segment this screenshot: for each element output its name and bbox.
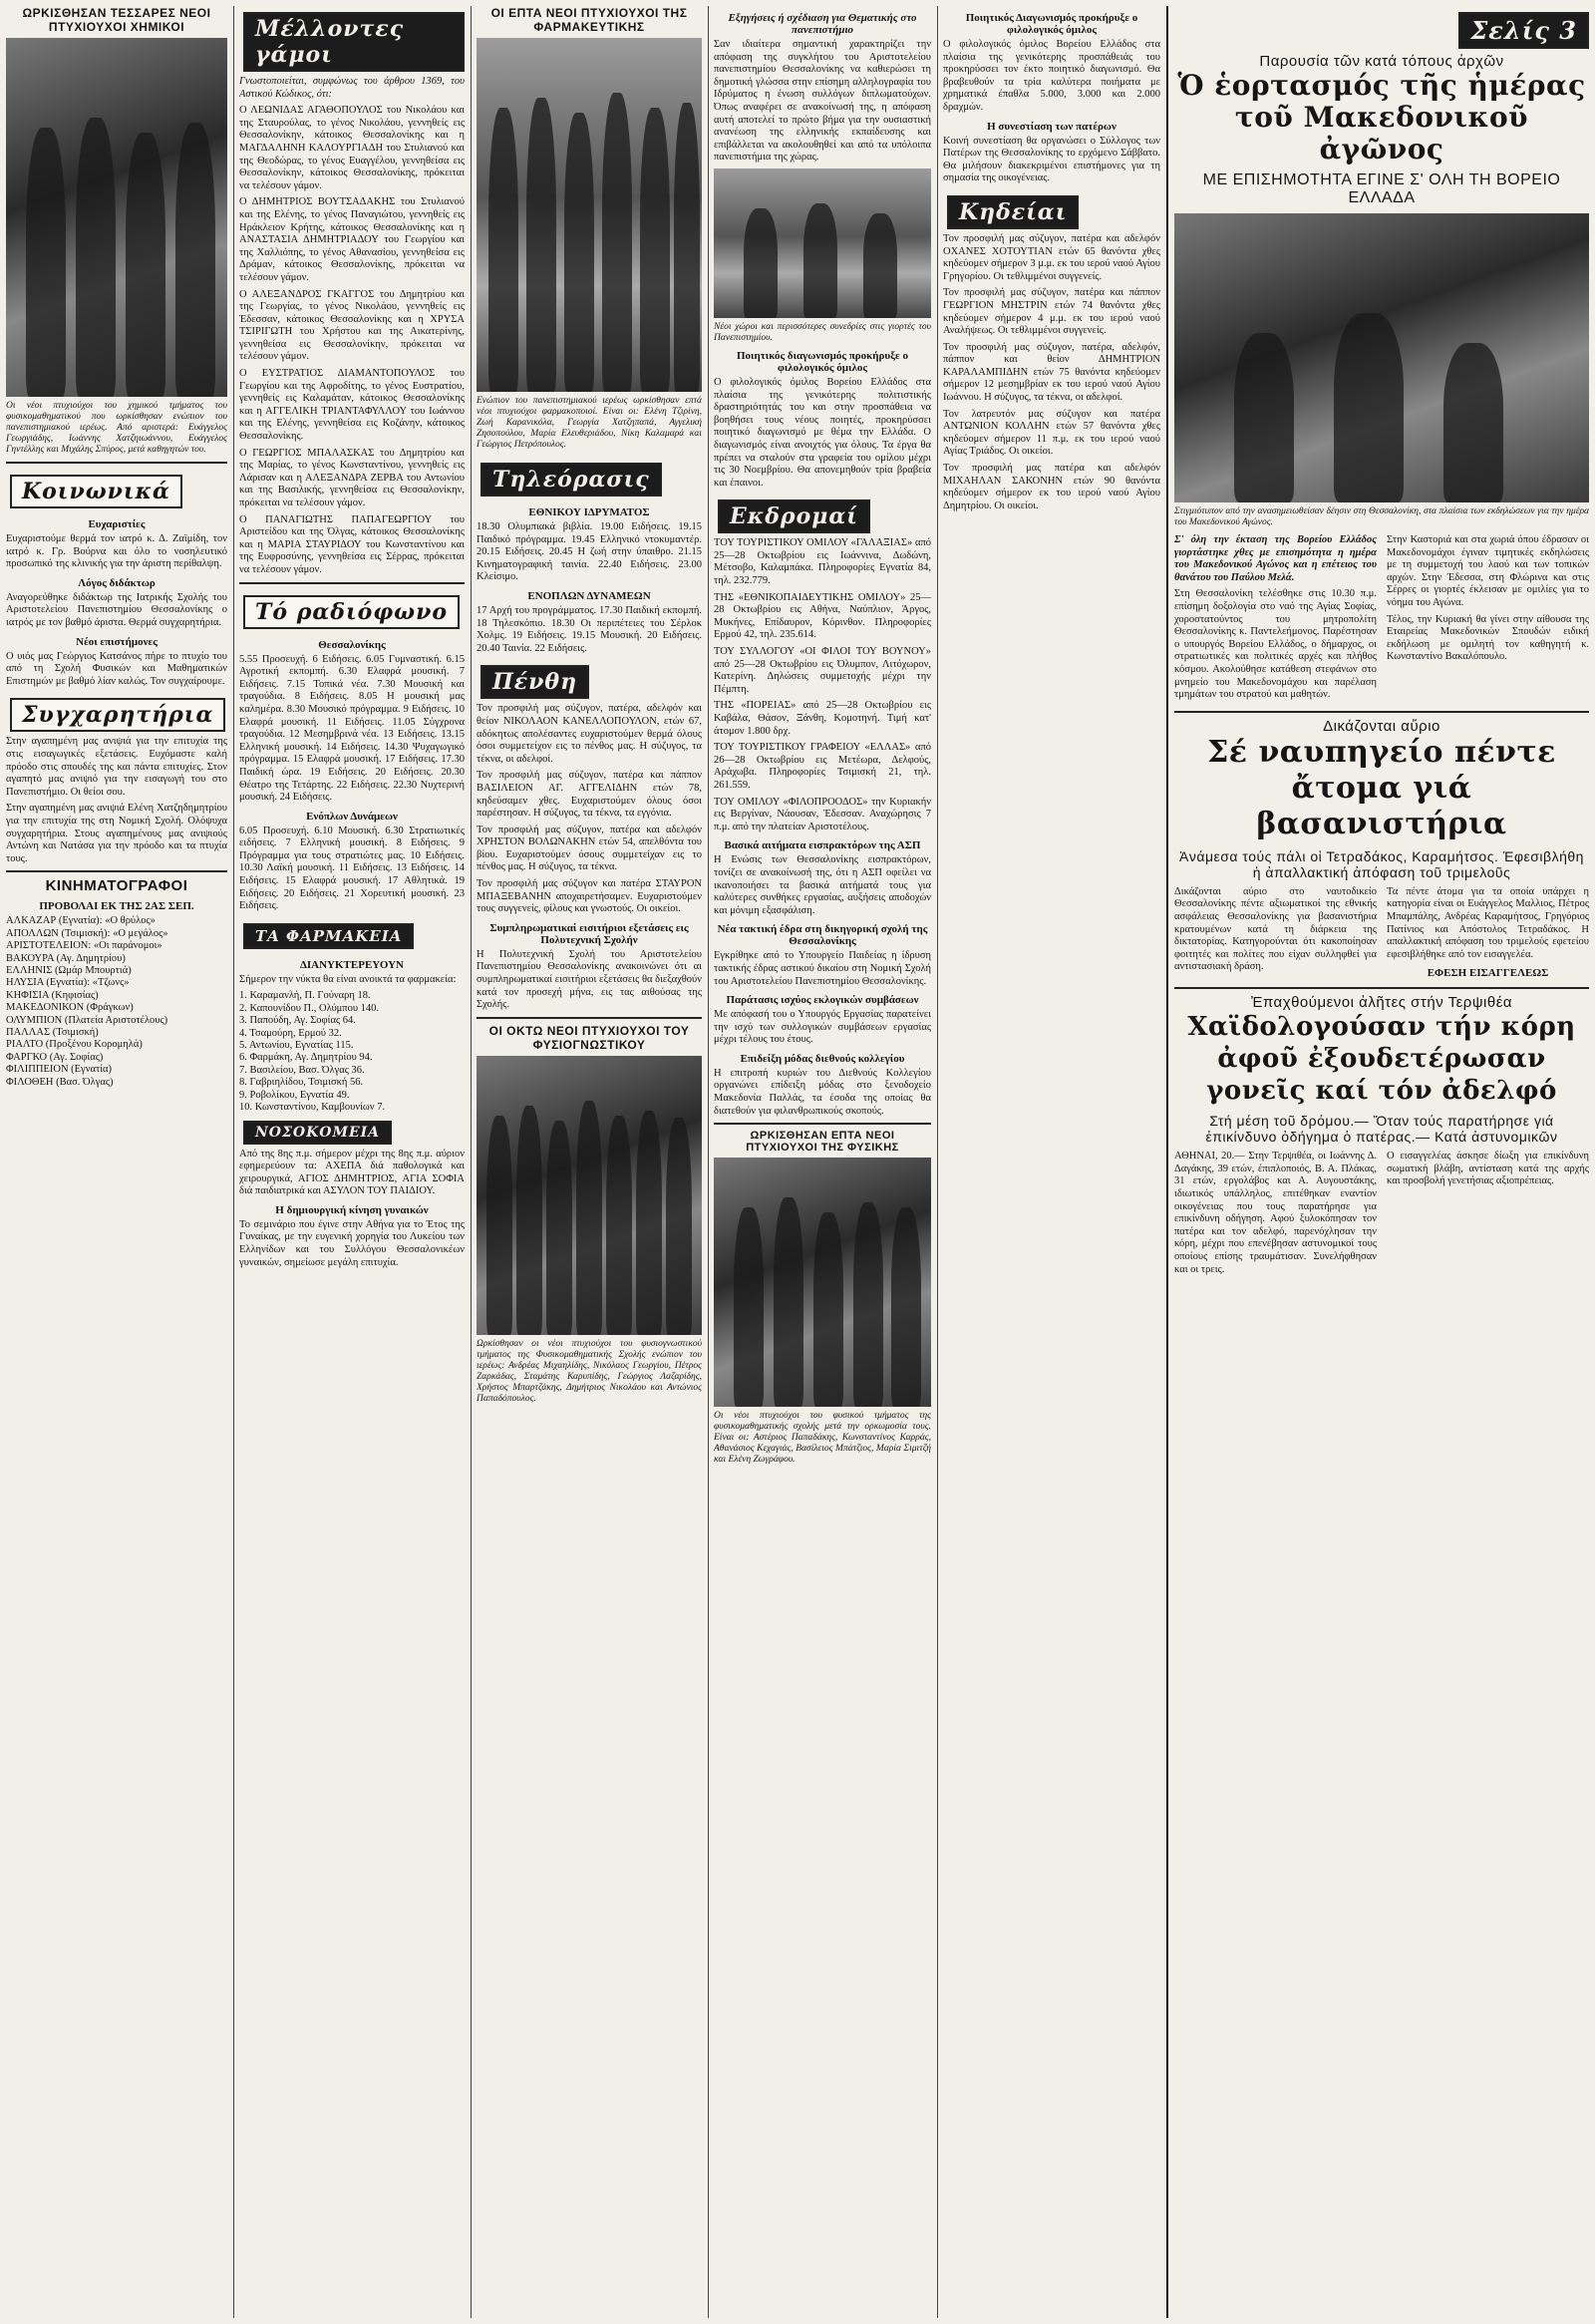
- article-text: Εγκρίθηκε από το Υπουργείο Παιδείας η ίδρυση τακτικής έδρας αστικού δικαίου στη Νομική Σχολή του Αριστοτελείου Πανεπιστημίου Θεσσαλονίκης.: [714, 950, 931, 987]
- excursion-notice: ΤΗΣ «ΠΟΡΕΙΑΣ» από 25—28 Οκτωβρίου εις Καβάλα, Θάσον, Ξάνθη, Κομοτηνή. Τιμή κατ' άτομον 1.800 δρχ.: [714, 700, 931, 737]
- headline: Χαϊδολογούσαν τήν κόρη ἀφοῦ ἐξουδετέρωσαν γονεῖς καί τόν ἀδελφό: [1187, 1012, 1576, 1107]
- article-text: Κοινή συνεστίαση θα οργανώσει ο Σύλλογος των Πατέρων της Θεσσαλονίκης το ερχόμενο Σάββατο. Θα μιλήσουν διακεκριμένοι επιστήμονες για τη σημασία της οικογένειας.: [943, 135, 1160, 184]
- column-1: [6, 6, 227, 2320]
- headline-kicker: Δικάζονται αὔριο: [1323, 717, 1440, 735]
- article-text: Ο υιός μας Γεώργιος Κατσάνος πήρε το πτυχίο του από τη Σχολή Φυσικών και Μαθηματικών Επιστημών με βαθμό λίαν καλώς. Τον συγχαίρουμε.: [6, 650, 227, 687]
- marriage-notice: Ο ΓΕΩΡΓΙΟΣ ΜΠΑΛΑΣΚΑΣ του Δημητρίου και της Μαρίας, το γένος Κωνσταντίνου, γεννηθείς εις Λάρισαν και η ΑΛΕΞΑΝΔΡΑ ΖΕΡΒΑ του Αντωνίου και της Βασιλικής, γεννηθείσα εις Θεσσαλονίκην, πρόκειται να τελέσουν γάμον.: [239, 447, 465, 508]
- subheadline: Στή μέση τοῦ δρόμου.— Ὅταν τούς παρατήρησε γιά ἐπικίνδυνο ὀδήγημα ὁ πατέρας.— Κατά ἀστυνομικῶν: [1205, 1113, 1558, 1146]
- section-title: Ενόπλων Δυνάμεων: [306, 810, 398, 823]
- article-text: Το σεμινάριο που έγινε στην Αθήνα για το Έτος της Γυναίκας, με την ευγενική χορηγία του Λυκείου των Ελληνίδων και του Συλλόγου Θεσσαλονικέων γυναικών, σημείωσε μεγάλη επιτυχία.: [239, 1218, 465, 1268]
- column-rule: [708, 6, 709, 2318]
- photo-caption: Οι νέοι πτυχιούχοι του φυσικού τμήματος της φυσικομαθηματικής σχολής μετά την ορκωμοσία τους. Είναι οι: Αστέριος Παπαδάκης, Κωνσταντίνος Καρράς, Αθανάσιος Κεχαγιάς, Βασίλειος Μπάτζιος, Μαρία Σιμιτζή και Ελένη Ζωγράφου.: [714, 1411, 931, 1466]
- list-item: 10. Κωνσταντίνου, Καμβουνίων 7.: [239, 1102, 386, 1114]
- obituary: Τον προσφιλή μας σύζυγον, πατέρα και αδελφόν ΧΡΗΣΤΟΝ ΒΟΛΩΝΑΚΗΝ ετών 54, απελθόντα του βίου. Ευχαριστούμεν όσους συμμετείχαν εις το πένθος μας. Η σύζυγος, τα τέκνα.: [477, 824, 702, 873]
- list-item: ΡΙΑΛΤΟ (Προξένου Κορομηλά): [6, 1039, 143, 1051]
- headline: ΩΡΚΙΣΘΗΣΑΝ ΕΠΤΑ ΝΕΟΙ ΠΤΥΧΙΟΥΧΟΙ ΤΗΣ ΦΥΣΙΚΗΣ: [746, 1130, 899, 1155]
- article-text: Στην αγαπημένη μας ανιψιά Ελένη Χατζηδημητρίου για την επιτυχία της στη Νομική Σχολή. Ολόψυχα συγχαρητήρια. Στους αγαπημένους μας ανιψιούς Αντώνη και Νατάσα για την πρόοδο και τα πτυχία τους.: [6, 803, 227, 864]
- funeral-notice: Τον προσφιλή μας σύζυγον, πατέρα, αδελφόν, πάππον και θείον ΔΗΜΗΤΡΙΟΝ ΚΑΡΑΛΑΜΠΙΔΗΝ ετών 75 θανόντα κηδεύομεν σήμερον 12 μεσημβρίαν εκ του ιερού ναού Αγίου Ιωάννου. Η σύζυγος, τα τέκνα, οι αδελφοί.: [943, 341, 1160, 404]
- photo-ceremony: [1174, 213, 1589, 502]
- headline: Νέα τακτική έδρα στη δικηγορική σχολή της Θεσσαλονίκης: [717, 923, 928, 948]
- column-3: [477, 6, 702, 2320]
- tv-schedule: 17 Αρχή του προγράμματος. 17.30 Παιδική εκπομπή. 18 Τηλεσκόπιο. 18.30 Οι περιπέτειες του Σέρλοκ Χολμς. 19 Ειδήσεις. 19.15 Μουσική. 20 Ειδήσεις. 20.40 Ταινία. 22 Ειδήσεις.: [477, 604, 702, 654]
- section-title: ΕΦΕΣΗ ΕΙΣΑΓΓΕΛΕΩΣ: [1427, 967, 1549, 980]
- list-item: ΕΛΛΗΝΙΣ (Ωμάρ Μπουρτιά): [6, 964, 132, 976]
- list-item: ΚΗΦΙΣΙΑ (Κηφισίας): [6, 989, 99, 1001]
- list-item: 5. Αντωνίου, Εγνατίας 115.: [239, 1040, 354, 1052]
- list-item: 8. Γαβριηλίδου, Τσιμισκή 56.: [239, 1077, 364, 1089]
- list-item: ΦΙΛΟΘΕΗ (Βασ. Όλγας): [6, 1076, 114, 1088]
- list-item: 3. Παπούδη, Αγ. Σοφίας 64.: [239, 1015, 356, 1027]
- photo-natural-sciences: [477, 1056, 702, 1335]
- main-headline: Ὁ ἑορτασμός τῆς ἡμέρας τοῦ Μακεδονικοῦ ἀγῶνος: [1177, 69, 1586, 166]
- article-text: Ο φιλολογικός όμιλος Βορείου Ελλάδος στα πλαίσια της γενικότερης πολιτιστικής δραστηριότητάς του και στην προσπάθεια να βοηθήσει τους νέους ποιητές, προκηρύσσει ποιητικό διαγωνισμό με θέμα την Ελλάδα. Ο διαγωνισμός είναι ανοιχτός για όλους. Τα έργα θα πρέπει να σταλούν στα γραφεία του ομίλου μέχρι τις 30 Νοεμβρίου. Θα απονεμηθούν τρία βραβεία και έπαινοι.: [714, 376, 931, 489]
- section-title: ΕΝΟΠΛΩΝ ΔΥΝΑΜΕΩΝ: [527, 589, 651, 602]
- article-text: Ο εισαγγελέας άσκησε δίωξη για επικίνδυνη σωματική βλάβη, αντίσταση κατά της αρχής και προσβολή γενετήσιας αξιοπρέπειας.: [1387, 1151, 1589, 1187]
- funeral-notice: Τον προσφιλή μας πατέρα και αδελφόν ΜΙΧΑΗΛΑΝ ΣΑΚΟΝΗΝ ετών 90 θανόντα κηδεύομεν σήμερον εκ του ιερού ναού Αγίου Δημητρίου. Οι οικείοι.: [943, 463, 1160, 511]
- list-item: 9. Ροβολίκου, Εγνατία 49.: [239, 1089, 350, 1101]
- article-text: Τα πέντε άτομα για τα οποία υπάρχει η κατηγορία είναι οι Ευάγγελος Μαλλιος, Πέτρος Μπαμπάλης, Ανδρέας Καραμήτσος, Γρηγόριος Πατίνιος και Απόστολος Τετραδάκος. Η απαλλακτική απόφαση του τριμελούς εφετείου εφεσιβλήθηκε από τον εισαγγελέα.: [1387, 885, 1589, 960]
- banner-radio: Τό ραδιόφωνο: [243, 595, 460, 629]
- article-text: Ο φιλολογικός όμιλος Βορείου Ελλάδος στα πλαίσια της γενικότερης προσπάθειάς του προκηρύσσει τον έκτο ποιητικό διαγωνισμό. Θα βραβευθούν τα τρία καλύτερα ποιήματα με χρηματικά έπαθλα 5.000, 3.000 και 2.000 δραχμών.: [943, 39, 1160, 113]
- section-title: Η δημιουργική κίνηση γυναικών: [275, 1203, 429, 1216]
- list-item: ΦΑΡΓΚΟ (Αγ. Σοφίας): [6, 1051, 104, 1063]
- photo-caption: Στιγμιότυπον από την ανασημειωθείσαν δέησιν στη Θεσσαλονίκη, στα πλαίσια των εκδηλώσεων για την ημέρα του Μακεδονικού Αγώνος.: [1174, 506, 1589, 527]
- headline: Παράτασις ισχύος εκλογικών συμβάσεων: [726, 994, 919, 1007]
- list-item: ΑΛΚΑΖΑΡ (Εγνατία): «Ο θρύλος»: [6, 915, 156, 927]
- pharmacy-list: [239, 990, 465, 1114]
- article-text: Στην Καστοριά και στα χωριά όπου έδρασαν οι Μακεδονομάχοι έγιναν τιμητικές εκδηλώσεις με τη συμμετοχή του λαού και των τοπικών αρχών. Στην Έδεσσα, στη Φλώρινα και στις Σέρρες οι γιορτές έκλεισαν με ομιλίες για το νόημα του Αγώνα.: [1387, 534, 1589, 608]
- marriage-notice: Ο ΕΥΣΤΡΑΤΙΟΣ ΔΙΑΜΑΝΤΟΠΟΥΛΟΣ του Γεωργίου και της Αφροδίτης, το γένος Ευστρατίου, γεννηθείς εις Καλαμάταν, κάτοικος Θεσσαλονίκης και η ΑΓΓΕΛΙΚΗ ΤΡΙΑΝΤΑΦΥΛΛΟΥ του Ιωάννου και της Ελένης, γεννηθείσα εις Κοζάνην, κάτοικος Θεσσαλονίκης.: [239, 368, 465, 443]
- article-text: Δικάζονται αύριο στο ναυτοδικείο Θεσσαλονίκης πέντε αξιωματικοί της εθνικής ασφάλειας Θεσσαλονίκης για βασανιστήρια κρατουμένων κατά τη διάρκεια της δικτατορίας. Κατηγορούνται ότι κακοποίησαν φοιτητές και πολίτες που είχαν συλληφθεί για αντιστασιακή δράση.: [1174, 885, 1377, 973]
- article-text: Η επιτροπή κυριών του Διεθνούς Κολλεγίου οργανώνει επίδειξη μόδας στο ξενοδοχείο Μακεδονία Παλλάς, τα έσοδα της οποίας θα διατεθούν για φιλανθρωπικούς σκοπούς.: [714, 1067, 931, 1117]
- article-text: Η Ενώσις των Θεσσαλονίκης εισπρακτόρων, τονίζει σε ανακοίνωσή της, ότι η ΑΣΠ οφείλει να ικανοποιήσει τα βασικά αιτήματά τους για καλύτερες συνθήκες εργασίας, αυξήσεις αποδοχών και μόνιμη εξασφάλιση.: [714, 854, 931, 916]
- article-intro: Γνωστοποιείται, συμφώνως του άρθρου 1369, του Αστικού Κώδικος, ότι:: [239, 76, 465, 100]
- banner-social: Κοινωνικά: [10, 475, 182, 508]
- article-text: Τέλος, την Κυριακή θα γίνει στην αίθουσα της Εταιρείας Μακεδονικών Σπουδών ειδική εκδήλωση με ομιλητή τον καθηγητή κ. Κωνσταντίνο Βακαλόπουλο.: [1387, 613, 1589, 663]
- cinema-list: [6, 915, 227, 1089]
- photo-caption: Οι νέοι πτυχιούχοι του χημικού τμήματος του φυσικομαθηματικού που ωρκίσθησαν ενώπιον του πανεπιστημιακού ιερέως. Από αριστερά: Ευάγγελος Γεωργιάδης, Ιωάννης Χατζηιωάννου, Ευάγγελος Γηντέλλης και Μιχάλης Σπύρος, μετά καθηγητών του.: [6, 401, 227, 455]
- subheadline: ΜΕ ΕΠΙΣΗΜΟΤΗΤΑ ΕΓΙΝΕ Σ' ΟΛΗ ΤΗ ΒΟΡΕΙΟ ΕΛΛΑΔΑ: [1202, 171, 1561, 206]
- section-title: Ευχαριστίες: [88, 518, 146, 530]
- excursion-notice: ΤΟΥ ΤΟΥΡΙΣΤΙΚΟΥ ΟΜΙΛΟΥ «ΓΑΛΑΞΙΑΣ» από 25—28 Οκτωβρίου εις Ιωάννινα, Δωδώνη, Μέτσοβο, Καλαμπάκα. Πληροφορίες Εγνατία 84, τηλ. 232.779.: [714, 537, 931, 587]
- photo-university: [714, 168, 931, 318]
- column-5: [943, 6, 1160, 2320]
- list-item: ΟΛΥΜΠΙΟΝ (Πλατεία Αριστοτέλους): [6, 1014, 168, 1026]
- headline: Βασικά αιτήματα εισπρακτόρων της ΑΣΠ: [724, 839, 921, 852]
- banner-mourning: Πένθη: [480, 665, 589, 699]
- obituary: Τον προσφιλή μας σύζυγον και πατέρα ΣΤΑΥΡΟΝ ΜΠΑΞΕΒΑΝΗΝ αποχαιρετήσαμεν. Ευχαριστούμεν τους συγγενείς, φίλους και γνωστούς. Οι οικείοι.: [477, 878, 702, 915]
- headline: Επιδείξη μόδας διεθνούς κολλεγίου: [740, 1052, 905, 1065]
- marriage-notice: Ο ΛΕΩΝΙΔΑΣ ΑΓΑΘΟΠΟΥΛΟΣ του Νικολάου και της Σταυρούλας, το γένος Νικολάου, γεννηθείς εις Θεσσαλονίκην, κάτοικος Θεσσαλονίκης και η ΜΑΓΔΑΛΗΝΗ ΚΑΛΟΥΡΓΙΑΔΗ του Στυλιανού και της Θεοδώρας, το γένος Ευαγγέλου, γεννηθείσα εις Θεσσαλονίκην, κάτοικος Θεσσαλονίκης, πρόκειται να τελέσουν γάμον.: [239, 105, 465, 191]
- column-6: [1174, 6, 1589, 2320]
- marriage-notice: Ο ΔΗΜΗΤΡΙΟΣ ΒΟΥΤΣΑΔΑΚΗΣ του Στυλιανού και της Ελένης, το γένος Παναγιώτου, γεννηθείς εις Ηράκλειον Κρήτης, κάτοικος Θεσσαλονίκης και η ΑΝΑΣΤΑΣΙΑ ΔΗΜΗΤΡΙΑΔΟΥ του Γεωργίου και της Χαλλιόπης, το γένος Αθανασίου, γεννηθείσα εις Δράμαν, κάτοικος Θεσσαλονίκης, πρόκειται να τελέσουν γάμον.: [239, 196, 465, 283]
- column-rule: [471, 6, 472, 2318]
- headline: ΟΙ ΕΠΤΑ ΝΕΟΙ ΠΤΥΧΙΟΥΧΟΙ ΤΗΣ ΦΑΡΜΑΚΕΥΤΙΚΗΣ: [490, 6, 688, 34]
- article-text: Αναγορεύθηκε διδάκτωρ της Ιατρικής Σχολής του Αριστοτελείου Πανεπιστημίου Θεσσαλονίκης ο ιατρός με τον βαθμό άριστα. Θερμά συγχαρητήρια.: [6, 591, 227, 628]
- column-2: [239, 6, 465, 2320]
- article-text: Η Πολυτεχνική Σχολή του Αριστοτελείου Πανεπιστημίου Θεσσαλονίκης ανακοινώνει ότι αι συμπληρωματικαί εισιτήριοι εξετάσεις θα διεξαχθούν κατά τον προσεχή μήνα, εις τας αιθούσας της Σχολής.: [477, 948, 702, 1011]
- funeral-notice: Τον προσφιλή μας σύζυγον, πατέρα και πάππον ΓΕΩΡΓΙΟΝ ΜΗΣΤΡΙΝ ετών 74 θανόντα χθες κηδεύομεν σήμερον 4 μ.μ. εκ του ιερού ναού Αναλήψεως. Οι τεθλιμμένοι συγγενείς.: [943, 287, 1160, 337]
- list-item: ΠΑΛΛΑΣ (Τσιμισκή): [6, 1026, 99, 1038]
- section-title: Συμπληρωματικαί εισιτήριοι εξετάσεις εις Πολυτεχνική Σχολήν: [489, 921, 689, 946]
- article-text: Ευχαριστούμε θερμά τον ιατρό κ. Δ. Ζαϊμίδη, τον ιατρό κ. Γρ. Βούρνα και όλο το νοσηλευτικό προσωπικό της κλινικής για την άριστη περίθαλψη.: [6, 533, 227, 570]
- photo-pharmacists: [477, 38, 702, 392]
- section-title: Νέοι επιστήμονες: [76, 635, 158, 648]
- column-rule: [1166, 6, 1168, 2318]
- article-text: Στην αγαπημένη μας ανιψιά για την επιτυχία της στις εισαγωγικές εξετάσεις. Ευχόμαστε καλή πρόοδο στις σπουδές της και πάντα επιτυχίες. Στον αγαπητό μας ανιψιό για την εισαγωγή του στο Πανεπιστήμιο. Οι θείοι σου.: [6, 736, 227, 798]
- banner-television: Τηλεόρασις: [480, 463, 662, 497]
- banner-pharmacies: ΤΑ ΦΑΡΜΑΚΕΙΑ: [243, 923, 414, 949]
- list-item: ΒΑΚΟΥΡΑ (Αγ. Δημητρίου): [6, 952, 126, 964]
- headline-kicker: Παρουσία τῶν κατά τόπους ἀρχῶν: [1259, 53, 1504, 70]
- list-item: ΜΑΚΕΔΟΝΙΚΟΝ (Φράγκων): [6, 1002, 134, 1014]
- list-item: ΦΙΛΙΠΠΕΙΟΝ (Εγνατία): [6, 1064, 112, 1076]
- marriage-notice: Ο ΑΛΕΞΑΝΔΡΟΣ ΓΚΑΓΓΟΣ του Δημητρίου και της Γεωργίας, το γένος Νικολάου, γεννηθείς εις Έδεσσαν, κάτοικος Θεσσαλονίκης και η ΧΡΥΣΑ ΤΣΙΡΙΓΩΤΗ του Χρήστου και της Αικατερίνης, γεννηθείσα εις Θεσσαλονίκην, πρόκειται να τελέσουν γάμον.: [239, 288, 465, 363]
- marriage-notice: Ο ΠΑΝΑΓΙΩΤΗΣ ΠΑΠΑΓΕΩΡΓΙΟΥ του Αριστείδου και της Όλγας, κάτοικος Θεσσαλονίκης και η ΜΑΡΙΑ ΣΤΑΥΡΙΔΟΥ του Κωνσταντίνου και της Ευφροσύνης, γεννηθείσα εις Σέρρας, πρόκειται να τελέσουν γάμον.: [239, 513, 465, 575]
- list-item: 2. Καπουνίδου Π., Ολύμπου 140.: [239, 1002, 380, 1014]
- banner-hospitals: ΝΟΣΟΚΟΜΕΙΑ: [243, 1121, 392, 1145]
- radio-schedule: 5.55 Προσευχή. 6 Ειδήσεις. 6.05 Γυμναστική. 6.15 Αγροτική εκπομπή. 6.30 Ελαφρά μουσική. 7 Ειδήσεις. 7.15 Τοπικά νέα. 7.30 Μουσική και τραγούδια. 8 Ειδήσεις. 8.05 Η μουσική μας καλημέρα. 8.30 Μουσικό πρόγραμμα. 9 Ειδήσεις. 10 Ελαφρά μουσική. 11 Ειδήσεις. 11.05 Σύγχρονα τραγούδια. 12 Μεσημβρινά νέα. 13 Ειδήσεις. 13.15 Ελληνική μουσική. 14 Ειδήσεις. 14.30 Ψυχαγωγικό πρόγραμμα. 15 Ελαφρά μουσική. 17 Ειδήσεις. 17.30 Παιδική ώρα. 19 Ειδήσεις. 20 Ειδήσεις. 20.30 Θέατρο της Τετάρτης. 22 Ειδήσεις. 22.30 Νυχτερινή μουσική. 24 Ειδήσεις.: [239, 653, 465, 804]
- cinema-title: ΠΡΟΒΟΛΑΙ ΕΚ ΤΗΣ 2ΑΣ ΣΕΠ.: [39, 900, 194, 913]
- excursion-notice: ΤΟΥ ΣΥΛΛΟΓΟΥ «ΟΙ ΦΙΛΟΙ ΤΟΥ ΒΟΥΝΟΥ» από 25—28 Οκτωβρίου εις Όλυμπον, Λιτόχωρον, Κατερίνη. Δηλώσεις συμμετοχής μέχρι την Πέμπτη.: [714, 646, 931, 695]
- article-text: ΑΘΗΝΑΙ, 20.— Στην Τερψιθέα, οι Ιωάννης Δ. Δαγάκης, 39 ετών, έπιπλοποιός, Β. Α. Πλάκας, 31 ετών, εργολάβος και Α. Αυγουστάκης, ιδιωτικός υπάλληλος, επιτέθηκαν εναντίον οικογένειας που τους παρατήρησε για επικίνδυνη οδήγηση. Αφού ξυλοκόπησαν τον πατέρα και τον αδελφό, παρενόχλησαν την κόρη, μέχρι που επενέβησαν αστυνομικοί τους οποίους επίσης τραυμάτισαν. Συνελήφθησαν και οι τρεις.: [1174, 1151, 1377, 1275]
- article-text: Με απόφασή του ο Υπουργός Εργασίας παρατείνει την ισχύ των συλλογικών συμβάσεων εργασίας μέχρι τέλους του έτους.: [714, 1009, 931, 1046]
- banner-congratulations: Συγχαρητήρια: [10, 698, 225, 732]
- excursion-notice: ΤΟΥ ΟΜΙΛΟΥ «ΦΙΛΟΠΡΟΟΔΟΣ» την Κυριακήν εις Βεργίναν, Νάουσαν, Έδεσσαν. Αναχώρησις 7 π.μ. από την πλατείαν Αριστοτέλους.: [714, 796, 931, 832]
- column-rule: [233, 6, 234, 2318]
- headline: Ποιητικός Διαγωνισμός προκήρυξε ο φιλολογικός όμιλος: [965, 12, 1138, 36]
- list-item: ΑΡΙΣΤΟΤΕΛΕΙΟΝ: «Οι παράνομοι»: [6, 940, 162, 952]
- photo-caption: Ενώπιον του πανεπιστημιακού ιερέως ωρκίσθησαν επτά νέοι πτυχιούχοι φαρμακοποιοί. Είναι οι: Ελένη Τζιρίνη, Ζωή Καρανικόλα, Γεωργία Χατζηπαπά, Αγγελική Ζησοπούλου, Μαρία Ελευθεριάδου, Νίκη Καλαμαρά και Γεώργιος Πετρόπουλος.: [477, 396, 702, 450]
- column-rule: [937, 6, 938, 2318]
- radio-schedule: 6.05 Προσευχή. 6.10 Μουσική. 6.30 Στρατιωτικές ειδήσεις. 7 Ελληνική μουσική. 8 Ειδήσεις. 9 Πρόγραμμα για τους στρατιώτες μας. 10 Ειδήσεις. 10.30 Λαϊκή μουσική. 11 Ειδήσεις. 13 Ειδήσεις. 14 Ειδήσεις. 15 Ελαφρά μουσική. 17 Αθλητικά. 19 Ειδήσεις. 20 Ειδήσεις. 21 Χορευτική μουσική. 23 Ειδήσεις.: [239, 825, 465, 912]
- funeral-notice: Τον προσφιλή μας σύζυγον, πατέρα και αδελφόν ΟΧΑΝΕΣ ΧΟΤΟΥΤΙΑΝ ετών 65 θανόντα χθες κηδεύομεν σήμερον 3 μ.μ. εκ του ιερού ναού Αγίου Γρηγορίου. Οι τεθλιμμένοι συγγενείς.: [943, 232, 1160, 282]
- headline: Ποιητικός διαγωνισμός προκήρυξε ο φιλολογικός όμιλος: [737, 349, 908, 374]
- article-text: Σήμερον την νύκτα θα είναι ανοικτά τα φαρμακεία:: [239, 973, 457, 985]
- section-title: Λόγος διδάκτωρ: [78, 576, 156, 589]
- headline: Η συνεστίαση των πατέρων: [987, 120, 1116, 133]
- obituary: Τον προσφιλή μας σύζυγον, πατέρα και πάππον ΒΑΣΙΛΕΙΟΝ ΑΓ. ΑΓΓΕΛΙΔΗΝ ετών 78, κηδεύσαμεν χθες. Ευχαριστούμεν όλους όσοι παρέστησαν. Η σύζυγος, τα τέκνα, τα εγγόνια.: [477, 770, 702, 820]
- list-item: 7. Βασιλείου, Βασ. Όλγας 36.: [239, 1064, 365, 1076]
- headline: ΩΡΚΙΣΘΗΣΑΝ ΤΕΣΣΑΡΕΣ ΝΕΟΙ ΠΤΥΧΙΟΥΧΟΙ ΧΗΜΙΚΟΙ: [22, 6, 211, 34]
- photo-chemists: [6, 38, 227, 397]
- photo-caption: Νέοι χώροι και περισσότερες συνεδρίες στις γιορτές του Πανεπιστημίου.: [714, 321, 931, 343]
- cinema-banner: ΚΙΝΗΜΑΤΟΓΡΑΦΟΙ: [45, 877, 188, 895]
- column-4: [714, 6, 931, 2320]
- section-title: ΕΘΝΙΚΟΥ ΙΔΡΥΜΑΤΟΣ: [528, 506, 650, 518]
- tv-schedule: 18.30 Ολυμπιακά βιβλία. 19.00 Ειδήσεις. 19.15 Παιδικό πρόγραμμα. 19.45 Ελληνικό ντοκυμαντέρ. 20.15 Ειδήσεις. 20.45 Η ζωή στην ύπαιθρο. 21.15 Κινηματογραφική ταινία. 22.40 Ειδήσεις. 23.00 Κλείσιμο.: [477, 521, 702, 583]
- list-item: ΗΛΥΣΙΑ (Εγνατία): «Τζωνς»: [6, 977, 130, 989]
- list-item: ΑΠΟΛΛΩΝ (Τσιμισκή): «Ο μεγάλος»: [6, 927, 168, 939]
- photo-physics: [714, 1158, 931, 1407]
- article-text: Σαν ιδιαίτερα σημαντική χαρακτηρίζει την απόφαση της συγκλήτου του Αριστοτελείου πανεπιστημίου Θεσσαλονίκης να καθιερώσει τη δημοτική γλώσσα στην επίσημη αλληλογραφία του Ιδρύματος η ένωση συλλόγων διπλωματούχων. Όπως αναφέρει σε ανακοίνωσή της, η απόφαση αυτή αποτελεί το πρώτο βήμα για την ουσιαστική ανανέωση της ελληνικής εκπαίδευσης και επιβάλλεται να ακολουθηθεί και από τα υπόλοιπα πανεπιστήμια της χώρας.: [714, 39, 931, 164]
- list-item: 6. Φαρμάκη, Αγ. Δημητρίου 94.: [239, 1052, 373, 1064]
- headline-kicker: Ἐπαχθούμενοι ἀλῆτες στήν Τερψιθέα: [1250, 994, 1513, 1012]
- article-lead: Σ' όλη την έκταση της Βορείου Ελλάδος γιορτάστηκε χθες με επισημότητα η ημέρα του Μακεδονικού Αγώνος και η επέτειος του θανάτου του Παύλου Μελά.: [1174, 534, 1377, 583]
- headline: ΟΙ ΟΚΤΩ ΝΕΟΙ ΠΤΥΧΙΟΥΧΟΙ ΤΟΥ ΦΥΣΙΟΓΝΩΣΤΙΚΟΥ: [488, 1023, 690, 1052]
- excursion-notice: ΤΟΥ ΤΟΥΡΙΣΤΙΚΟΥ ΓΡΑΦΕΙΟΥ «ΕΛΛΑΣ» από 26—28 Οκτωβρίου εις Μετέωρα, Δελφούς, Αράχωβα. Πληροφορίες Τσιμισκή 21, τηλ. 261.559.: [714, 742, 931, 791]
- article-text: Στη Θεσσαλονίκη τελέσθηκε στις 10.30 π.μ. επίσημη δοξολογία στο ναό της Αγίας Σοφίας, χοροστατούντος του μητροπολίτη Θεσσαλονίκης κ. Παντελεήμονος. Παρέστησαν ο υπουργός Βορείου Ελλάδος, ο δήμαρχος, οι στρατιωτικές και πολιτικές αρχές και πλήθος κόσμου. Ακολούθησε κατάθεση στεφάνων στο μνημείο του Μακεδονομάχου και παρέλαση τμημάτων του στρατού και μαθητών.: [1174, 588, 1377, 701]
- section-title: ΔΙΑΝΥΚΤΕΡΕΥΟΥΝ: [299, 958, 404, 971]
- headline: Εξηγήσεις ή σχέδιαση για Θεματικής στο πανεπιστήμιο: [728, 12, 917, 36]
- funeral-notice: Τον λατρευτόν μας σύζυγον και πατέρα ΑΝΤΩΝΙΟΝ ΚΟΛΛΗΝ ετών 57 θανόντα χθες κηδεύομεν σήμερον 11 π.μ. εκ του ιερού ναού Αγίας Τριάδος. Οι οικείοι.: [943, 408, 1160, 458]
- headline: Σέ ναυπηγείο πέντε ἄτομα γιά βασανιστήρια: [1207, 734, 1556, 841]
- section-title: Θεσσαλονίκης: [318, 638, 386, 651]
- subheadline: Ἀνάμεσα τούς πάλι οἱ Τετραδάκος, Καραμήτσος. Ἐφεσιβλήθη ἡ ἀπαλλακτική ἀπόφαση τοῦ τριμελοῦς: [1179, 847, 1584, 880]
- photo-caption: Ωρκίσθησαν οι νέοι πτυχιούχοι του φυσιογνωστικού τμήματος της Φυσικομαθηματικής Σχολής ενώπιον του ιερέως: Ανδρέας Μιχαηλίδης, Νικόλαος Γεωργίου, Πέτρος Ζαρκάδας, Σταμάτης Καρυπίδης, Γεώργιος Λαζαρίδης, Χρήστος Μπαρτζάκης, Δημήτριος Νικολάου και Αντώνιος Παπαδόπουλος.: [477, 1338, 702, 1404]
- obituary: Τον προσφιλή μας σύζυγον, πατέρα, αδελφόν και θείον ΝΙΚΟΛΑΟΝ ΚΑΝΕΛΛΟΠΟΥΛΟΝ, ετών 67, αδόκητως απολέσαντες ευχαριστούμεν θερμά όλους όσοι συμμετείχον εις το πένθος μας. Η σύζυγος, τα τέκνα, οι αδελφοί.: [477, 703, 702, 765]
- banner-funerals: Κηδείαι: [947, 195, 1079, 229]
- banner-future-weddings: Μέλλοντες γάμοι: [243, 12, 465, 72]
- article-text: Από της 8ης π.μ. σήμερον μέχρι της 8ης π.μ. αύριον εφημερεύουν τα: ΑΧΕΠΑ διά παθολογικά και χειρουργικά, ΑΓΙΟΣ ΔΗΜΗΤΡΙΟΣ, ΑΓΙΑ ΣΟΦΙΑ διά παιδιατρικά και ΑΣΥΛΟΝ ΤΟΥ ΠΑΙΔΙΟΥ.: [239, 1148, 465, 1197]
- list-item: 1. Καραμανλή, Π. Γούναρη 18.: [239, 990, 371, 1002]
- banner-excursions: Εκδρομαί: [718, 499, 870, 533]
- list-item: 4. Τσαμούρη, Ερμού 32.: [239, 1027, 342, 1039]
- page-label: Σελίς 3: [1458, 12, 1589, 49]
- excursion-notice: ΤΗΣ «ΕΘΝΙΚΟΠΑΙΔΕΥΤΙΚΗΣ ΟΜΙΛΟΥ» 25—28 Οκτωβρίου εις Αθήνα, Ναύπλιον, Άργος, Μυκήνες, Επίδαυρον, Κόρινθον. Πληροφορίες Ερμού 42, τηλ. 235.614.: [714, 591, 931, 641]
